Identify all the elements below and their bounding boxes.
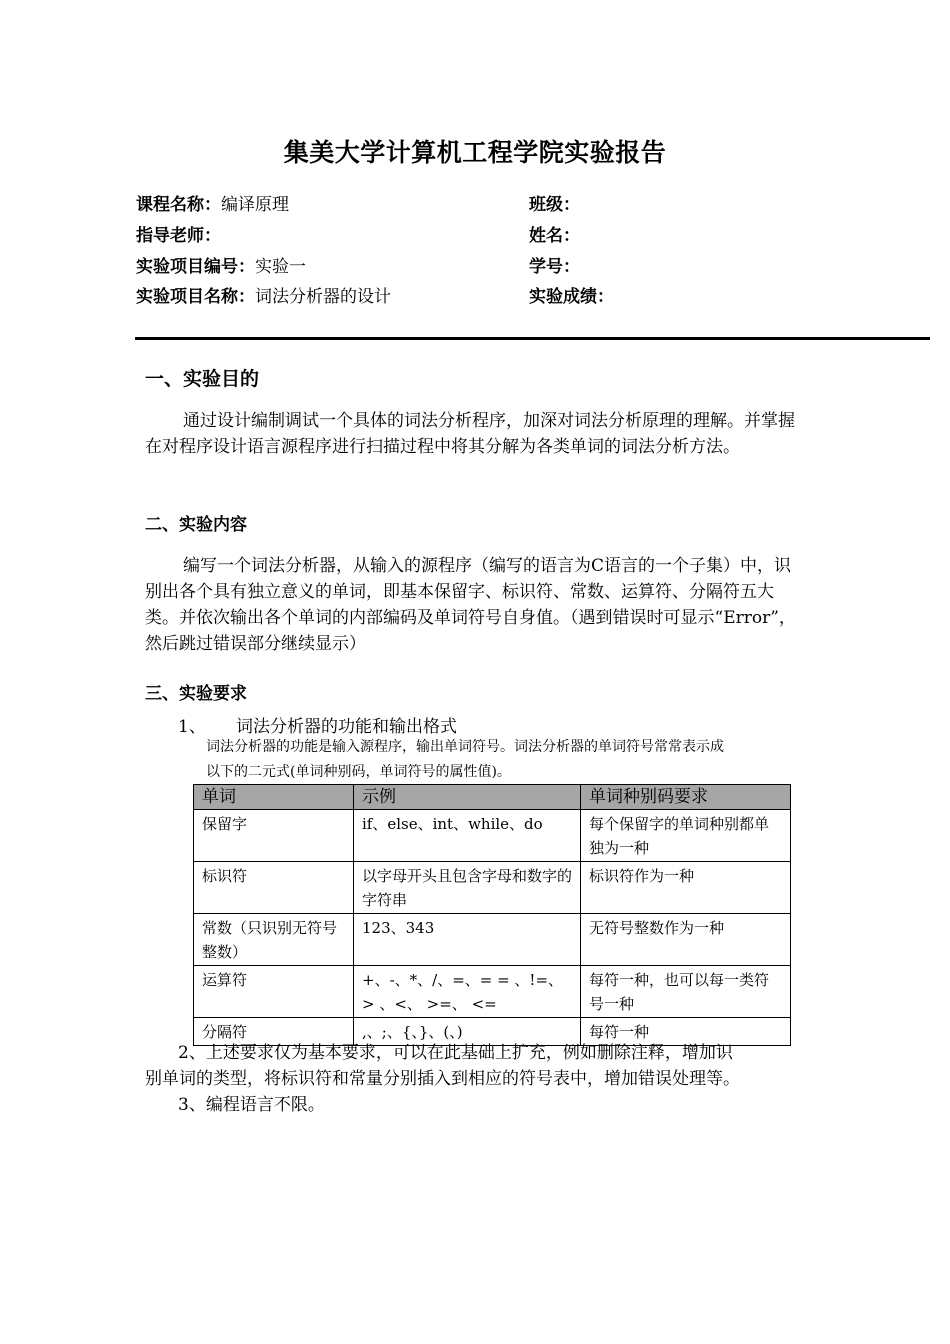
table-header-cell: 示例 — [354, 785, 581, 810]
token-table — [193, 784, 791, 1046]
table-cell: 标识符 — [194, 862, 354, 914]
course-field — [136, 195, 289, 215]
table-cell: 每符一种 — [581, 1018, 791, 1046]
table-row — [194, 914, 791, 966]
table-cell: if、else、int、while、do — [354, 810, 581, 862]
project-name-value: 词法分析器的设计 — [255, 287, 391, 307]
project-number-field — [136, 257, 306, 277]
table-cell: 每符一种，也可以每一类符号一种 — [581, 966, 791, 1018]
student-number-label: 学号： — [529, 257, 580, 277]
score-label: 实验成绩： — [529, 287, 614, 307]
table-header-row — [194, 785, 791, 810]
table-cell: 常数（只识别无符号整数） — [194, 914, 354, 966]
name-label: 姓名： — [529, 226, 580, 246]
teacher-label: 指导老师： — [136, 226, 221, 246]
course-value: 编译原理 — [221, 195, 289, 215]
project-name-label: 实验项目名称： — [136, 287, 255, 307]
table-cell: 保留字 — [194, 810, 354, 862]
requirement-desc-line-2: 以下的二元式(单词种别码，单词符号的属性值)。 — [206, 764, 511, 780]
table-cell: 123、343 — [354, 914, 581, 966]
teacher-field — [136, 226, 221, 246]
table-row — [194, 966, 791, 1018]
requirement-item-1-text: 词法分析器的功能和输出格式 — [236, 717, 457, 737]
project-name-field — [136, 287, 391, 307]
section-content-heading: 二、实验内容 — [145, 515, 247, 535]
section-requirements-heading: 三、实验要求 — [145, 684, 247, 704]
course-label: 课程名称： — [136, 195, 221, 215]
table-row — [194, 810, 791, 862]
requirement-desc-line-1: 词法分析器的功能是输入源程序，输出单词符号。词法分析器的单词符号常常表示成 — [206, 739, 724, 755]
table-header-cell: 单词 — [194, 785, 354, 810]
score-field — [529, 287, 614, 307]
student-number-field — [529, 257, 580, 277]
table-cell: 运算符 — [194, 966, 354, 1018]
project-number-value: 实验一 — [255, 257, 306, 277]
requirement-item-1 — [178, 712, 457, 737]
header-divider — [135, 337, 930, 340]
section-content-text: 编写一个词法分析器，从输入的源程序（编写的语言为C语言的一个子集）中，识别出各个具有独立意义的单词，即基本保留字、标识符、常数、运算符、分隔符五大类。并依次输出各个单词的内部编码及单词符号自身值。（遇到错误时可显示“Error”，然后跳过错误部分继续显示） — [145, 556, 796, 654]
table-row — [194, 862, 791, 914]
table-cell: 标识符作为一种 — [581, 862, 791, 914]
class-label: 班级： — [529, 195, 580, 215]
class-field — [529, 195, 580, 215]
table-cell: 每个保留字的单词种别都单独为一种 — [581, 810, 791, 862]
table-cell: 无符号整数作为一种 — [581, 914, 791, 966]
page-title: 集美大学计算机工程学院实验报告 — [283, 138, 667, 167]
requirement-item-3: 3、编程语言不限。 — [178, 1095, 325, 1115]
table-cell: +、-、*、/、=、= = 、!=、> 、<、 >=、 <= — [354, 966, 581, 1018]
table-cell: 分隔符 — [194, 1018, 354, 1046]
section-purpose-text: 通过设计编制调试一个具体的词法分析程序，加深对词法分析原理的理解。并掌握在对程序设计语言源程序进行扫描过程中将其分解为各类单词的词法分析方法。 — [145, 411, 795, 457]
requirement-item-2-line-2: 别单词的类型，将标识符和常量分别插入到相应的符号表中，增加错误处理等。 — [145, 1069, 740, 1089]
name-field — [529, 226, 580, 246]
project-number-label: 实验项目编号： — [136, 257, 255, 277]
requirement-item-2-line-1: 2、上述要求仅为基本要求，可以在此基础上扩充，例如删除注释，增加识 — [178, 1043, 733, 1063]
table-header-cell: 单词种别码要求 — [581, 785, 791, 810]
table-cell: ,、;、{、}、(、) — [354, 1018, 581, 1046]
section-purpose-heading: 一、实验目的 — [145, 368, 260, 390]
requirement-item-1-number: 1、 — [178, 717, 206, 737]
table-cell: 以字母开头且包含字母和数字的字符串 — [354, 862, 581, 914]
